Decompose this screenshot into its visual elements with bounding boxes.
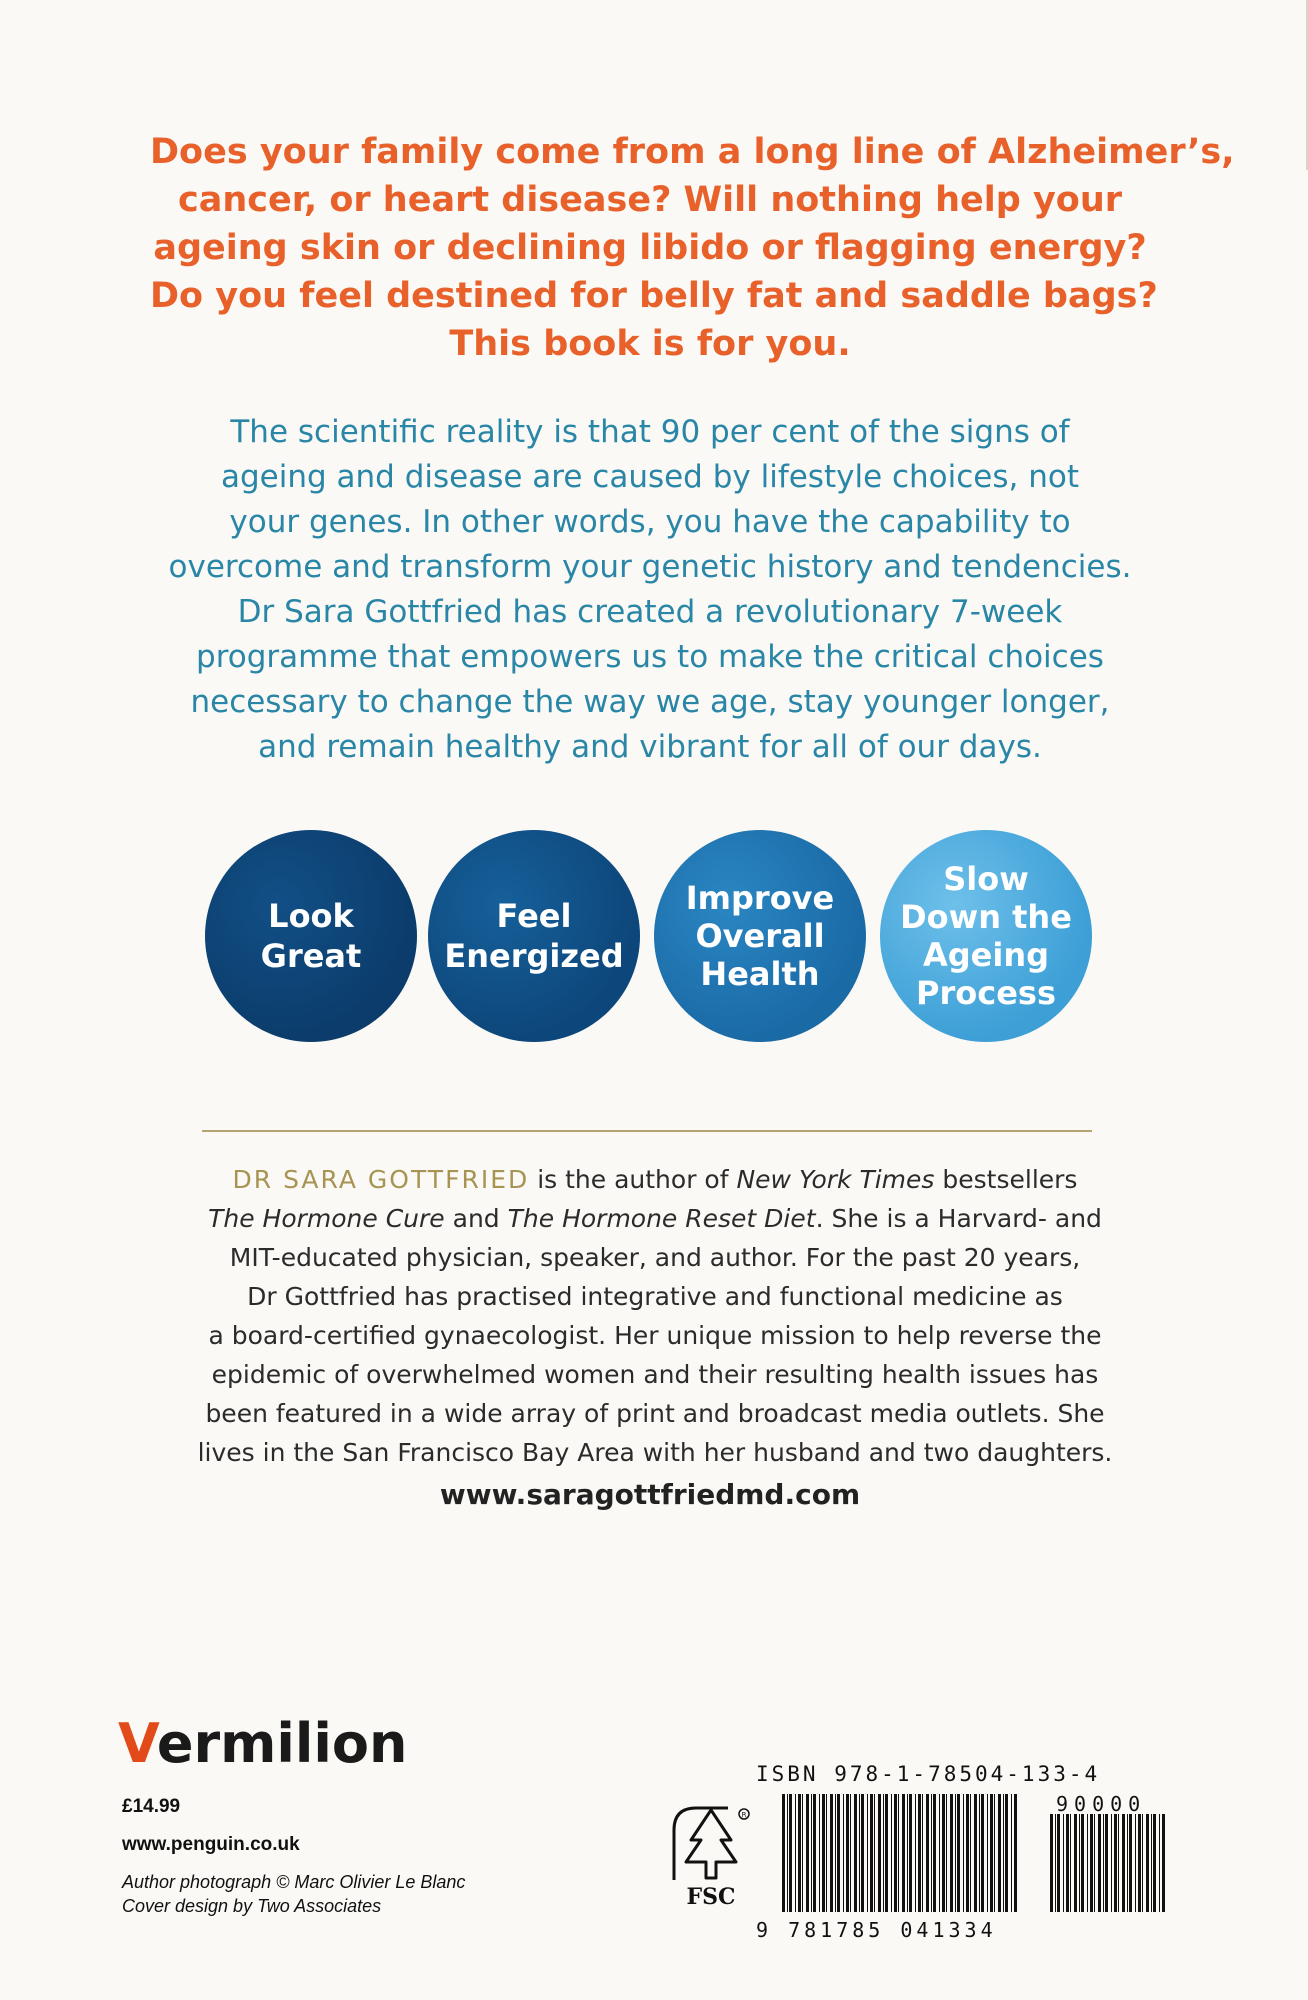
headline-line: ageing skin or declining libido or flagging energy? — [153, 228, 1147, 268]
barcode-bar — [1162, 1814, 1165, 1912]
barcode-bar — [1066, 1814, 1069, 1912]
barcode-bar — [1111, 1814, 1112, 1912]
blurb-line: Dr Sara Gottfried has created a revolutionary 7-week — [237, 594, 1063, 630]
barcode-bar — [1103, 1814, 1104, 1912]
barcode-bar — [894, 1794, 897, 1912]
barcode-bar — [859, 1794, 860, 1912]
blurb-line: The scientific reality is that 90 per cent of the signs of — [230, 414, 1070, 450]
svg-text:R: R — [741, 1811, 747, 1819]
bio-line: epidemic of overwhelmed women and their resulting health issues has — [211, 1360, 1099, 1389]
barcode-bar — [789, 1794, 792, 1912]
barcode-bar — [874, 1794, 875, 1912]
barcode-bar — [1011, 1794, 1012, 1912]
author-bio — [160, 1160, 1150, 1472]
barcode-digits: 9 781785 041334 — [756, 1918, 997, 1942]
author-website-link[interactable]: www.saragottfriedmd.com — [439, 1478, 861, 1511]
circle-text: Energized — [444, 937, 624, 975]
barcode-bar — [870, 1794, 873, 1912]
barcode-bar — [1118, 1814, 1119, 1912]
circle-text: Process — [916, 974, 1056, 1012]
fsc-logo-icon — [666, 1800, 756, 1910]
headline-line: cancer, or heart disease? Will nothing help your — [177, 180, 1123, 220]
barcode-bar — [830, 1794, 833, 1912]
book-title: The Hormone Reset Diet — [507, 1204, 816, 1233]
barcode-bar — [950, 1794, 953, 1912]
blurb — [140, 410, 1160, 770]
barcode-bar — [1151, 1814, 1152, 1912]
barcode-bar — [1063, 1814, 1064, 1912]
bio-text: and — [444, 1204, 508, 1233]
barcode-bar — [878, 1794, 881, 1912]
barcode-bar — [1129, 1814, 1132, 1912]
barcode-bar — [990, 1794, 993, 1912]
bio-line: a board-certified gynaecologist. Her unique mission to help reverse the — [208, 1321, 1102, 1350]
circle-text: Great — [260, 937, 362, 975]
barcode-bar — [931, 1794, 932, 1912]
barcode-bar — [933, 1794, 936, 1912]
circle-text: Look — [268, 897, 354, 935]
benefit-circle-feel-energized — [428, 830, 640, 1042]
barcode-bar — [883, 1794, 884, 1912]
barcode-bar — [1050, 1814, 1053, 1912]
blurb-line: programme that empowers us to make the critical choices — [196, 639, 1104, 675]
barcode-icon — [782, 1794, 1017, 1912]
bio-line — [160, 1160, 1150, 1199]
barcode-bar — [850, 1794, 851, 1912]
barcode-bar — [898, 1794, 899, 1912]
barcode-bar — [987, 1794, 988, 1912]
headline-line: Does your family come from a long line of Alzheimer’s, — [150, 132, 1235, 172]
barcode-bar — [942, 1794, 945, 1912]
barcode-bar — [957, 1794, 960, 1912]
barcode-bar — [1087, 1814, 1088, 1912]
barcode-bar — [837, 1794, 840, 1912]
barcode-bar — [1135, 1814, 1136, 1912]
circle-text: Health — [700, 955, 820, 993]
barcode-bar — [782, 1794, 785, 1912]
barcode-bar — [966, 1794, 969, 1912]
barcode-addon-digits: 90000 — [1056, 1792, 1147, 1816]
barcode-bar — [1142, 1814, 1143, 1912]
barcode-bar — [819, 1794, 820, 1912]
barcode-bar — [1055, 1814, 1056, 1912]
barcode-bar — [843, 1794, 844, 1912]
barcode-bar — [974, 1794, 977, 1912]
blurb-line: your genes. In other words, you have the capability to — [229, 504, 1071, 540]
barcode-bar — [1098, 1814, 1101, 1912]
barcode-addon-icon — [1050, 1814, 1168, 1912]
bio-line: lives in the San Francisco Bay Area with her husband and two daughters. — [197, 1438, 1113, 1467]
barcode-bar — [1114, 1814, 1117, 1912]
benefit-circle-improve-health — [654, 830, 866, 1042]
barcode-bar — [1070, 1814, 1071, 1912]
author-name: DR SARA GOTTFRIED — [232, 1165, 530, 1194]
blurb-line: ageing and disease are caused by lifestyle choices, not — [220, 459, 1080, 495]
barcode-bar — [979, 1794, 980, 1912]
barcode-bar — [787, 1794, 788, 1912]
barcode-bar — [1159, 1814, 1160, 1912]
bio-line: MIT-educated physician, speaker, and author. For the past 20 years, — [229, 1243, 1081, 1272]
barcode-bar — [994, 1794, 995, 1912]
circle-text: Down the — [900, 898, 1072, 936]
barcode-bar — [1094, 1814, 1095, 1912]
price: £14.99 — [122, 1796, 181, 1817]
barcode-bar — [998, 1794, 1001, 1912]
barcode-bar — [826, 1794, 827, 1912]
barcode-bar — [795, 1794, 796, 1912]
barcode-bar — [891, 1794, 892, 1912]
barcode-bar — [813, 1794, 816, 1912]
barcode-bar — [1079, 1814, 1080, 1912]
barcode-bar — [1146, 1814, 1149, 1912]
barcode-bar — [902, 1794, 905, 1912]
barcode-bar — [1153, 1814, 1156, 1912]
barcode-bar — [1014, 1794, 1017, 1912]
barcode-bar — [918, 1794, 921, 1912]
barcode-bar — [1138, 1814, 1141, 1912]
benefit-circle-slow-ageing — [880, 830, 1092, 1042]
barcode-bar — [946, 1794, 947, 1912]
blurb-line: overcome and transform your genetic history and tendencies. — [168, 549, 1132, 585]
barcode-bar — [909, 1794, 912, 1912]
bio-text: . She is a Harvard- and — [815, 1204, 1102, 1233]
isbn: ISBN 978-1-78504-133-4 — [756, 1762, 1101, 1786]
vermilion-logo — [118, 1712, 407, 1775]
barcode-bar — [822, 1794, 825, 1912]
barcode-bar — [867, 1794, 868, 1912]
bio-line — [160, 1199, 1150, 1238]
barcode-bar — [846, 1794, 849, 1912]
headline-line: This book is for you. — [449, 324, 851, 364]
blurb-line: and remain healthy and vibrant for all of our days. — [258, 729, 1042, 765]
bio-text: is the author of — [529, 1165, 737, 1194]
barcode-bar — [922, 1794, 923, 1912]
circle-text: Ageing — [922, 936, 1050, 974]
logo-text: ermilion — [156, 1712, 408, 1775]
headline — [150, 128, 1235, 368]
barcode-bar — [1081, 1814, 1084, 1912]
bio-text: bestsellers — [934, 1165, 1078, 1194]
benefit-circle-look-great — [205, 830, 417, 1042]
headline-line: Do you feel destined for belly fat and saddle bags? — [150, 276, 1158, 316]
fsc-label: FSC — [686, 1884, 736, 1910]
bio-line: been featured in a wide array of print and broadcast media outlets. She — [205, 1399, 1105, 1428]
barcode-bar — [835, 1794, 836, 1912]
barcode-bar — [970, 1794, 971, 1912]
barcode-bar — [798, 1794, 801, 1912]
circle-text: Slow — [943, 860, 1029, 898]
barcode-bar — [981, 1794, 984, 1912]
barcode-bar — [915, 1794, 916, 1912]
barcode-bar — [1122, 1814, 1125, 1912]
barcode-bar — [811, 1794, 812, 1912]
barcode-bar — [885, 1794, 888, 1912]
design-credit: Cover design by Two Associates — [122, 1896, 382, 1916]
barcode-bar — [806, 1794, 809, 1912]
publisher-website[interactable]: www.penguin.co.uk — [122, 1834, 300, 1855]
barcode-bar — [861, 1794, 864, 1912]
divider-rule — [202, 1130, 1092, 1132]
barcode-bar — [1057, 1814, 1060, 1912]
barcode-bar — [1090, 1814, 1093, 1912]
barcode-bar — [963, 1794, 964, 1912]
book-title: The Hormone Cure — [208, 1204, 445, 1233]
barcode-bar — [1005, 1794, 1008, 1912]
barcode-bar — [1003, 1794, 1004, 1912]
blurb-line: necessary to change the way we age, stay younger longer, — [190, 684, 1110, 720]
barcode-bar — [907, 1794, 908, 1912]
barcode-bar — [854, 1794, 857, 1912]
barcode-bar — [1074, 1814, 1077, 1912]
logo-v: V — [118, 1712, 157, 1775]
circle-text: Overall — [695, 917, 825, 955]
circle-text: Feel — [496, 897, 572, 935]
barcode-bar — [939, 1794, 940, 1912]
photo-credit: Author photograph © Marc Olivier Le Blanc — [122, 1872, 466, 1892]
barcode-bar — [955, 1794, 956, 1912]
bio-title: New York Times — [736, 1165, 935, 1194]
barcode-bar — [802, 1794, 803, 1912]
circle-text: Improve — [685, 879, 835, 917]
barcode-bar — [1127, 1814, 1128, 1912]
bio-line: Dr Gottfried has practised integrative and functional medicine as — [247, 1282, 1063, 1311]
barcode-bar — [1105, 1814, 1108, 1912]
barcode-bar — [926, 1794, 929, 1912]
